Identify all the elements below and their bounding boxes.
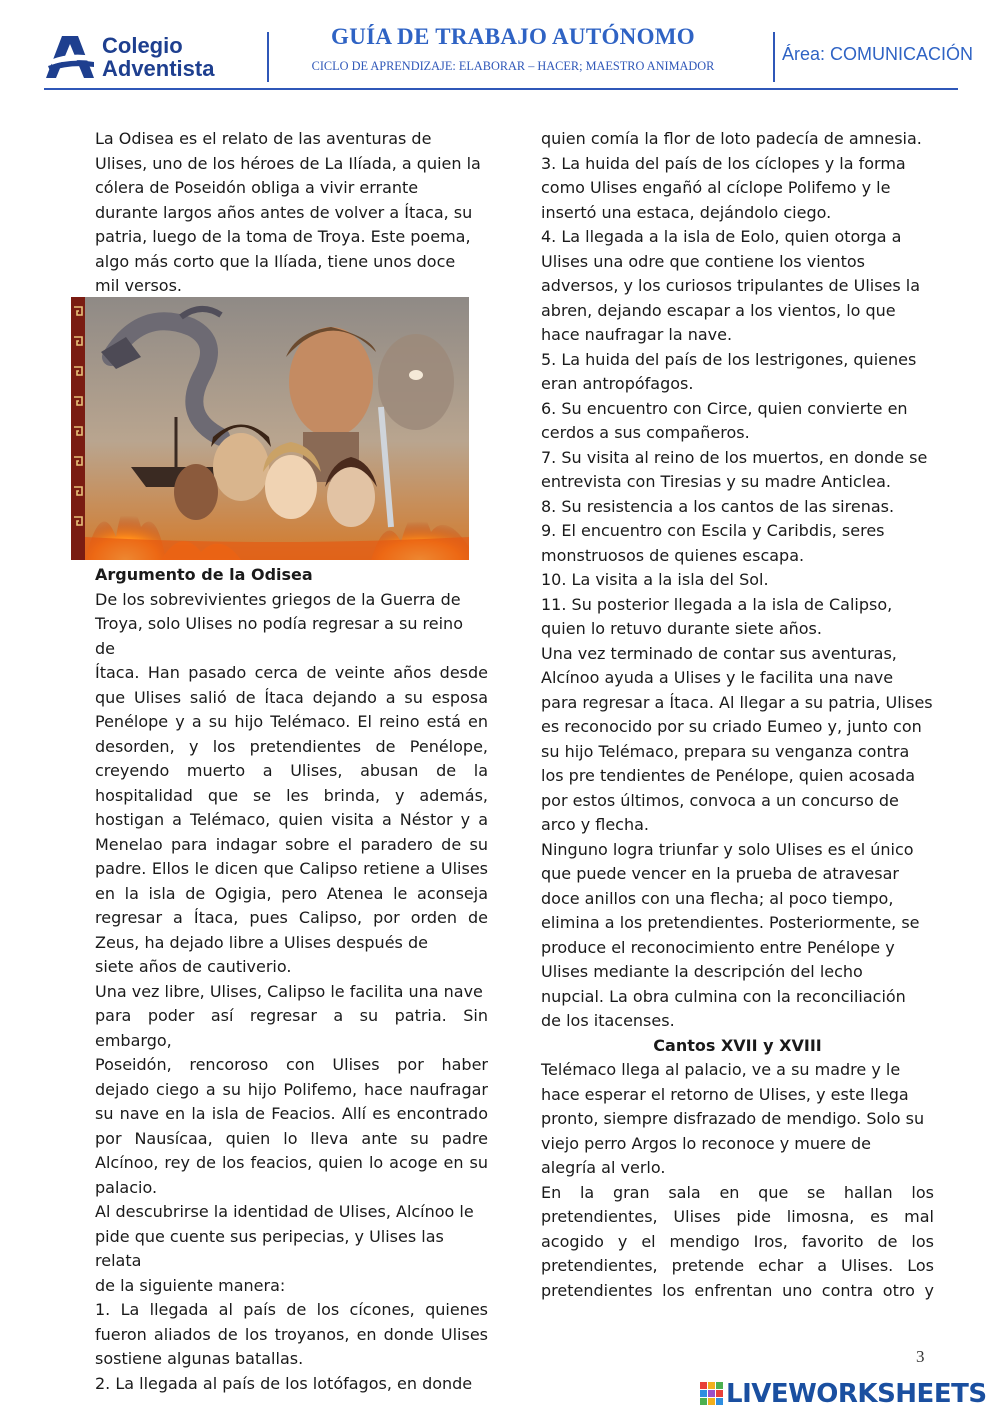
text-line: En la gran sala en que se hallan los <box>541 1182 934 1202</box>
text-line: pide que cuente sus peripecias, y Ulises las relata <box>95 1226 444 1270</box>
text-line: para regresar a Ítaca. Al llegar a su patria, Ulises <box>541 692 933 712</box>
text-line: viejo perro Argos lo reconoce y muere de <box>541 1133 871 1153</box>
text-line: hace naufragar la nave. <box>541 325 733 344</box>
text-line: hace esperar el retorno de Ulises, y este llega <box>541 1084 909 1104</box>
logo-square-icon <box>700 1390 707 1397</box>
section-heading-cantos: Cantos XVII y XVIII <box>653 1035 822 1055</box>
text-line: 11. Su posterior llegada a la isla de Calipso, <box>541 594 893 614</box>
text-line: hospitalidad que se les brinda, y además, <box>95 785 488 805</box>
text-line: como Ulises engañó al cíclope Polifemo y le <box>541 178 891 197</box>
text-line: hostigan a Telémaco, quien visita a Néstor y a <box>95 810 488 829</box>
text-line: regresar a Ítaca, pues Calipso, por orden de <box>95 908 488 927</box>
page-number: 3 <box>916 1347 925 1366</box>
text-line: por estos últimos, convoca a un concurso de <box>541 790 899 810</box>
logo-square-icon <box>700 1382 707 1389</box>
text-line: su hijo Telémaco, prepara su venganza contra <box>541 741 910 761</box>
text-line: 1. La llegada al país de los cícones, quienes <box>95 1300 488 1319</box>
header-divider <box>267 32 269 82</box>
logo-text-line1: Colegio <box>102 33 183 58</box>
text-line: insertó una estaca, dejándolo ciego. <box>541 202 832 222</box>
text-line: Una vez libre, Ulises, Calipso le facilita una nave <box>95 981 483 1001</box>
text-line: mil versos. <box>95 276 182 295</box>
text-line: 9. El encuentro con Escila y Caribdis, seres <box>541 521 885 540</box>
logo-square-icon <box>708 1382 715 1389</box>
liveworksheets-watermark <box>700 1378 1000 1410</box>
adventist-logo-icon <box>44 34 96 80</box>
text-line: monstruosos de quienes escapa. <box>541 545 805 565</box>
intro-paragraph <box>95 127 488 299</box>
header-rule <box>44 88 958 90</box>
text-line: Ulises una odre que contiene los vientos <box>541 251 866 271</box>
text-line: acogido y el mendigo Iros, favorito de los <box>541 1231 934 1251</box>
text-line: 3. La huida del país de los cíclopes y la forma <box>541 153 906 173</box>
text-line: cerdos a sus compañeros. <box>541 423 750 442</box>
odyssey-illustration <box>71 297 469 560</box>
text-line: 4. La llegada a la isla de Eolo, quien otorga a <box>541 227 902 246</box>
text-line: quien comía la flor de loto padecía de amnesia. <box>541 129 922 148</box>
text-line: creyendo muerto a Ulises, abusan de la <box>95 761 488 780</box>
text-line: nupcial. La obra culmina con la reconciliación <box>541 986 906 1006</box>
text-line: 5. La huida del país de los lestrigones, quienes <box>541 349 917 369</box>
text-line: padre. Ellos le dicen que Calipso retiene a Ulises <box>95 859 488 878</box>
text-line: doce anillos con una flecha; al poco tiempo, <box>541 888 894 908</box>
school-logo <box>44 30 264 82</box>
text-line: algo más corto que la Ilíada, tiene unos doce <box>95 251 456 271</box>
text-line: su nave en la isla de Feacios. Allí es encontrado <box>95 1104 488 1123</box>
text-line: desorden, y los pretendientes de Penélope, <box>95 736 488 756</box>
text-line: de los itacenses. <box>541 1011 675 1030</box>
text-line: alegría al verlo. <box>541 1158 666 1177</box>
text-line: pretendientes, pretende echar a Ulises. Los <box>541 1256 934 1275</box>
guide-subtitle: CICLO DE APRENDIZAJE: ELABORAR – HACER; MAESTRO ANIMADOR <box>311 59 715 73</box>
text-line: los pre tendientes de Penélope, quien acosada <box>541 766 916 785</box>
text-line: adversos, y los curiosos tripulantes de Ulises la <box>541 276 921 295</box>
section-heading-argument: Argumento de la Odisea <box>95 565 313 584</box>
page-header <box>0 0 1000 95</box>
text-line: abren, dejando escapar a los vientos, lo que <box>541 300 896 320</box>
text-line: Poseidón, rencoroso con Ulises por haber <box>95 1055 488 1074</box>
text-line: Penélope y a su hijo Telémaco. El reino está en <box>95 712 488 731</box>
text-line: cólera de Poseidón obliga a vivir errante <box>95 178 419 197</box>
text-line: siete años de cautiverio. <box>95 957 292 976</box>
logo-square-icon <box>708 1390 715 1397</box>
text-line: Alcínoo, rey de los feacios, quien lo acoge en su <box>95 1153 488 1172</box>
logo-square-icon <box>716 1390 723 1397</box>
text-line: en la isla de Ogigia, pero Atenea le aconseja <box>95 883 488 903</box>
logo-square-icon <box>716 1398 723 1405</box>
text-line: Una vez terminado de contar sus aventuras, <box>541 643 897 663</box>
text-line: Zeus, ha dejado libre a Ulises después de <box>95 932 428 952</box>
right-column-text <box>541 127 934 1303</box>
text-line: Ítaca. Han pasado cerca de veinte años desde <box>95 663 488 682</box>
text-line: Ulises, uno de los héroes de La Ilíada, a quien la <box>95 153 481 173</box>
text-line: que Ulises salió de Ítaca dejando a su esposa <box>95 687 488 707</box>
text-line: para poder así regresar a su patria. Sin embargo, <box>95 1006 488 1050</box>
text-line: elimina a los pretendientes. Posteriormente, se <box>541 913 920 932</box>
text-line: La Odisea es el relato de las aventuras de <box>95 129 432 148</box>
text-line: palacio. <box>95 1177 158 1197</box>
text-line: 10. La visita a la isla del Sol. <box>541 570 769 589</box>
text-line: patria, luego de la toma de Troya. Este poema, <box>95 227 471 246</box>
text-line: sostiene algunas batallas. <box>95 1349 304 1368</box>
text-line: pretendientes, Ulises pide limosna, es mal <box>541 1207 934 1226</box>
subject-area: Área: COMUNICACIÓN <box>782 44 974 64</box>
argument-section <box>95 563 488 1396</box>
text-line: 2. La llegada al país de los lotófagos, en donde <box>95 1373 473 1393</box>
text-line: es reconocido por su criado Eumeo y, junto con <box>541 717 922 736</box>
text-line: Telémaco llega al palacio, ve a su madre y le <box>541 1060 901 1079</box>
text-line: De los sobrevivientes griegos de la Guerra de <box>95 589 461 609</box>
text-line: quien lo retuvo durante siete años. <box>541 619 822 638</box>
guide-title: GUÍA DE TRABAJO AUTÓNOMO <box>331 24 695 49</box>
text-line: Alcínoo ayuda a Ulises y le facilita una nave <box>541 668 894 687</box>
logo-text-line2: Adventista <box>102 56 215 81</box>
text-line: Al descubrirse la identidad de Ulises, Alcínoo le <box>95 1202 474 1221</box>
text-line: arco y flecha. <box>541 815 650 834</box>
text-line: entrevista con Tiresias y su madre Anticlea. <box>541 472 891 491</box>
text-line: Menelao para indagar sobre el paradero de su <box>95 834 488 854</box>
header-divider <box>773 32 775 82</box>
text-line: 7. Su visita al reino de los muertos, en donde se <box>541 447 928 467</box>
text-line: pronto, siempre disfrazado de mendigo. Solo su <box>541 1109 925 1128</box>
text-line: Ulises mediante la descripción del lecho <box>541 962 863 981</box>
text-line: de la siguiente manera: <box>95 1275 286 1295</box>
text-line: durante largos años antes de volver a Ítaca, su <box>95 202 473 222</box>
text-line: Troya, solo Ulises no podía regresar a su reino de <box>95 614 463 658</box>
logo-square-icon <box>716 1382 723 1389</box>
text-line: por Nausícaa, quien lo lleva ante su padre <box>95 1128 488 1148</box>
text-line: que puede vencer en la prueba de atravesar <box>541 864 899 883</box>
text-line: pretendientes los enfrentan uno contra otro y <box>541 1280 934 1300</box>
watermark-text: LIVEWORKSHEETS <box>726 1379 987 1409</box>
text-line: 8. Su resistencia a los cantos de las sirenas. <box>541 496 895 516</box>
logo-square-icon <box>700 1398 707 1405</box>
text-line: dejado ciego a su hijo Polifemo, hace naufragar <box>95 1079 488 1099</box>
text-line: Ninguno logra triunfar y solo Ulises es el único <box>541 839 914 859</box>
text-line: 6. Su encuentro con Circe, quien convierte en <box>541 398 908 418</box>
text-line: fueron aliados de los troyanos, en donde Ulises <box>95 1324 488 1344</box>
text-line: eran antropófagos. <box>541 374 694 393</box>
logo-square-icon <box>708 1398 715 1405</box>
text-line: produce el reconocimiento entre Penélope y <box>541 937 895 957</box>
